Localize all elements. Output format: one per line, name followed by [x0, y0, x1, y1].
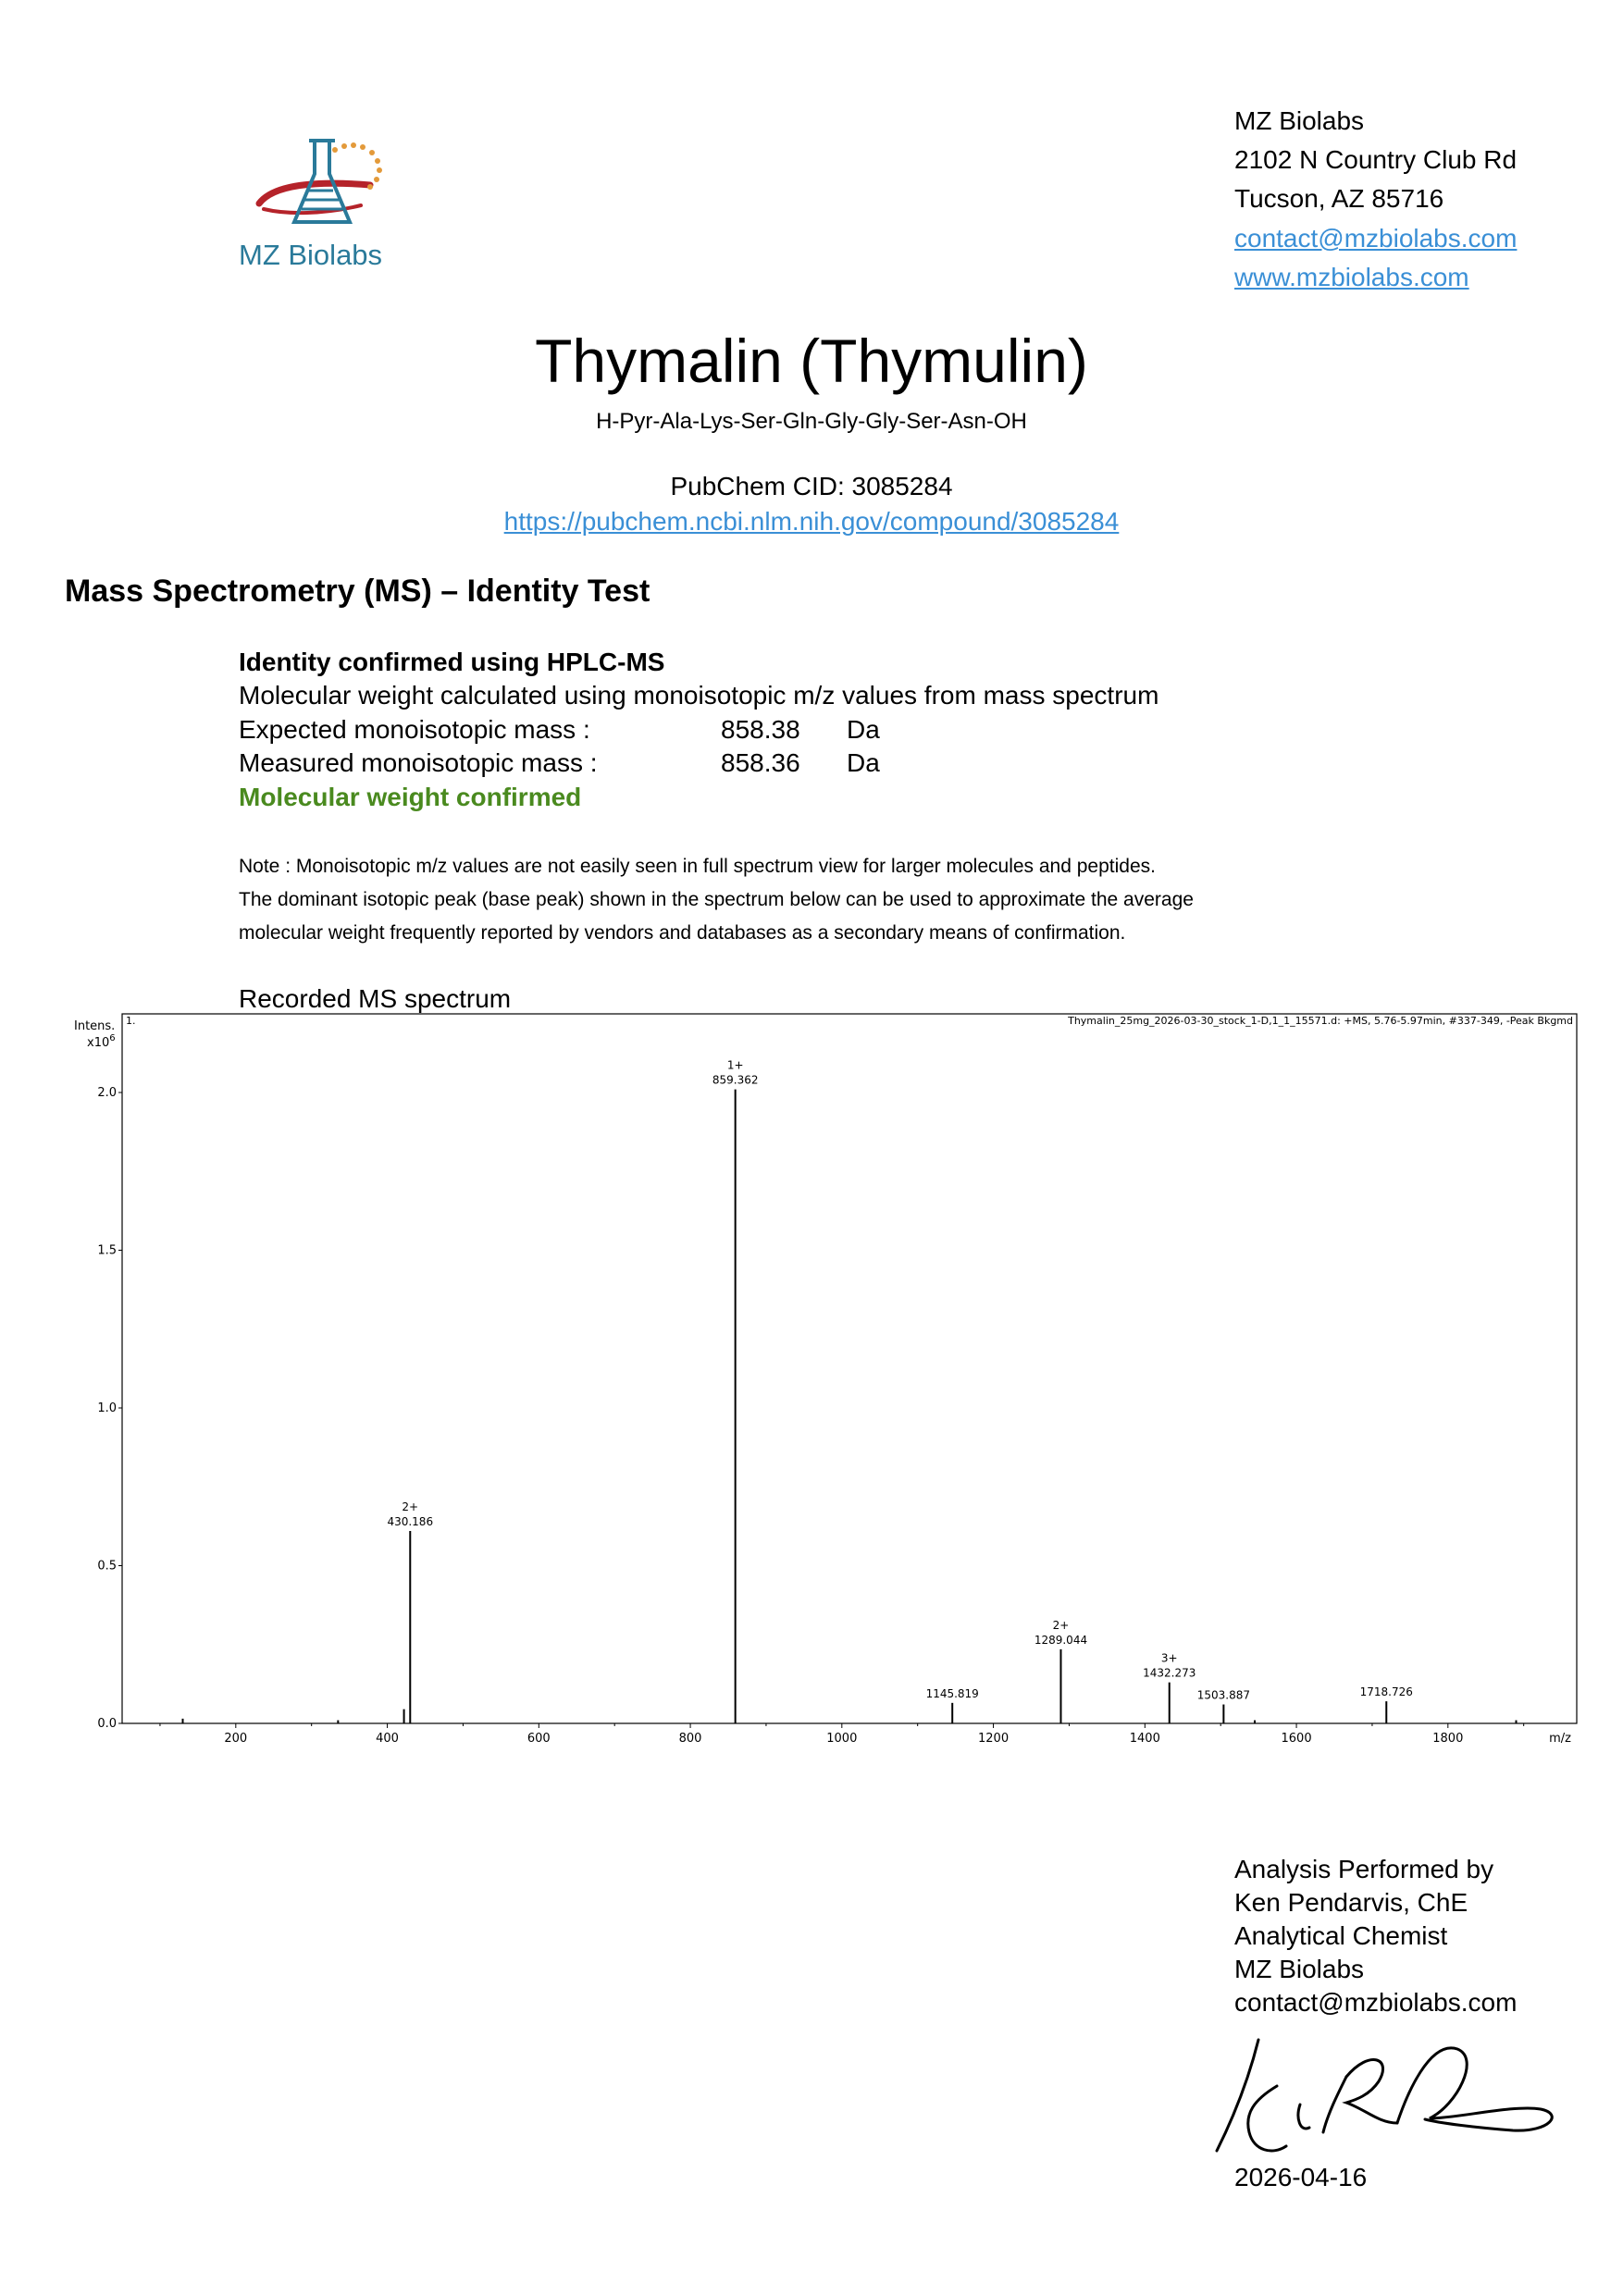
confirmation-text: Molecular weight confirmed [239, 783, 582, 811]
x-axis-label: m/z [1549, 1732, 1571, 1746]
x-tick-label: 600 [527, 1732, 551, 1746]
ms-spectrum-chart [65, 1013, 1573, 1753]
measured-mass-label: Measured monoisotopic mass : [239, 748, 598, 777]
x-tick-label: 200 [224, 1732, 248, 1746]
expected-mass-label: Expected monoisotopic mass : [239, 715, 590, 744]
performed-by-label: Analysis Performed by [1234, 1855, 1494, 1883]
website-link[interactable]: www.mzbiolabs.com [1234, 263, 1469, 291]
expected-mass-value: 858.38 [721, 715, 800, 744]
note-line: molecular weight frequently reported by vendors and databases as a secondary means of confirmation. [239, 922, 1126, 944]
logo-wordmark: MZ Biolabs [239, 239, 383, 271]
pubchem-link[interactable]: https://pubchem.ncbi.nlm.nih.gov/compound/3085284 [503, 507, 1120, 536]
street-address: 2102 N Country Club Rd [1234, 145, 1518, 174]
note-line: Note : Monoisotopic m/z values are not easily seen in full spectrum view for larger molecules and peptides. [239, 856, 1156, 877]
expected-mass-unit: Da [847, 715, 880, 744]
peak-charge-label: 3+ [1160, 1651, 1178, 1665]
analyst-title: Analytical Chemist [1234, 1921, 1448, 1950]
y-tick-label: 1.0 [97, 1401, 117, 1415]
peak-charge-label: 1+ [726, 1058, 744, 1072]
peak-mz-label: 859.362 [712, 1073, 759, 1087]
peak-charge-label: 2+ [1052, 1618, 1070, 1632]
peak-mz-label: 1289.044 [1034, 1633, 1088, 1647]
analyst-email: contact@mzbiolabs.com [1234, 1988, 1518, 2017]
spectrum-caption: Recorded MS spectrum [239, 984, 512, 1013]
method-description: Molecular weight calculated using monoisotopic m/z values from mass spectrum [239, 681, 1159, 710]
x-tick-label: 1800 [1432, 1732, 1464, 1746]
product-title: Thymalin (Thymulin) [535, 327, 1088, 395]
y-tick-label: 0.5 [97, 1559, 117, 1574]
y-tick-label: 2.0 [97, 1086, 117, 1100]
peak-mz-label: 1718.726 [1359, 1685, 1413, 1699]
corner-label: 1. [126, 1015, 136, 1027]
x-tick-label: 1400 [1129, 1732, 1160, 1746]
peak-charge-label: 2+ [402, 1500, 419, 1513]
x-tick-label: 800 [678, 1732, 702, 1746]
company-name: MZ Biolabs [1234, 106, 1365, 135]
email-link[interactable]: contact@mzbiolabs.com [1234, 224, 1518, 253]
peak-mz-label: 1503.887 [1196, 1688, 1251, 1702]
identity-heading: Identity confirmed using HPLC-MS [239, 648, 665, 676]
handwritten-signature [1208, 2031, 1578, 2169]
peptide-sequence: H-Pyr-Ala-Lys-Ser-Gln-Gly-Gly-Ser-Asn-OH [596, 409, 1027, 434]
measured-mass-value: 858.36 [721, 748, 800, 777]
chart-header: Thymalin_25mg_2026-03-30_stock_1-D,1_1_15571.d: +MS, 5.76-5.97min, #337-349, -Peak Bkgmd [1068, 1015, 1573, 1027]
measured-mass-unit: Da [847, 748, 880, 777]
x-tick-label: 1200 [978, 1732, 1010, 1746]
y-axis-label: Intens. [74, 1019, 116, 1033]
pubchem-cid: PubChem CID: 3085284 [670, 472, 953, 500]
plot-frame [122, 1014, 1577, 1723]
y-tick-label: 0.0 [97, 1717, 117, 1731]
x-tick-label: 1600 [1281, 1732, 1312, 1746]
city-state-zip: Tucson, AZ 85716 [1234, 184, 1444, 213]
x-tick-label: 400 [376, 1732, 399, 1746]
y-tick-label: 1.5 [97, 1243, 117, 1258]
note-line: The dominant isotopic peak (base peak) shown in the spectrum below can be used to approximate the average [239, 889, 1194, 910]
analyst-company: MZ Biolabs [1234, 1955, 1365, 1983]
analyst-name: Ken Pendarvis, ChE [1234, 1888, 1468, 1917]
section-title: Mass Spectrometry (MS) – Identity Test [65, 574, 650, 609]
x-tick-label: 1000 [826, 1732, 858, 1746]
signature-date: 2026-04-16 [1234, 2163, 1368, 2191]
peak-mz-label: 1432.273 [1143, 1666, 1196, 1680]
peak-mz-label: 430.186 [387, 1514, 434, 1528]
y-axis-unit: $x10^6$ [87, 1033, 116, 1050]
peak-mz-label: 1145.819 [925, 1686, 979, 1700]
